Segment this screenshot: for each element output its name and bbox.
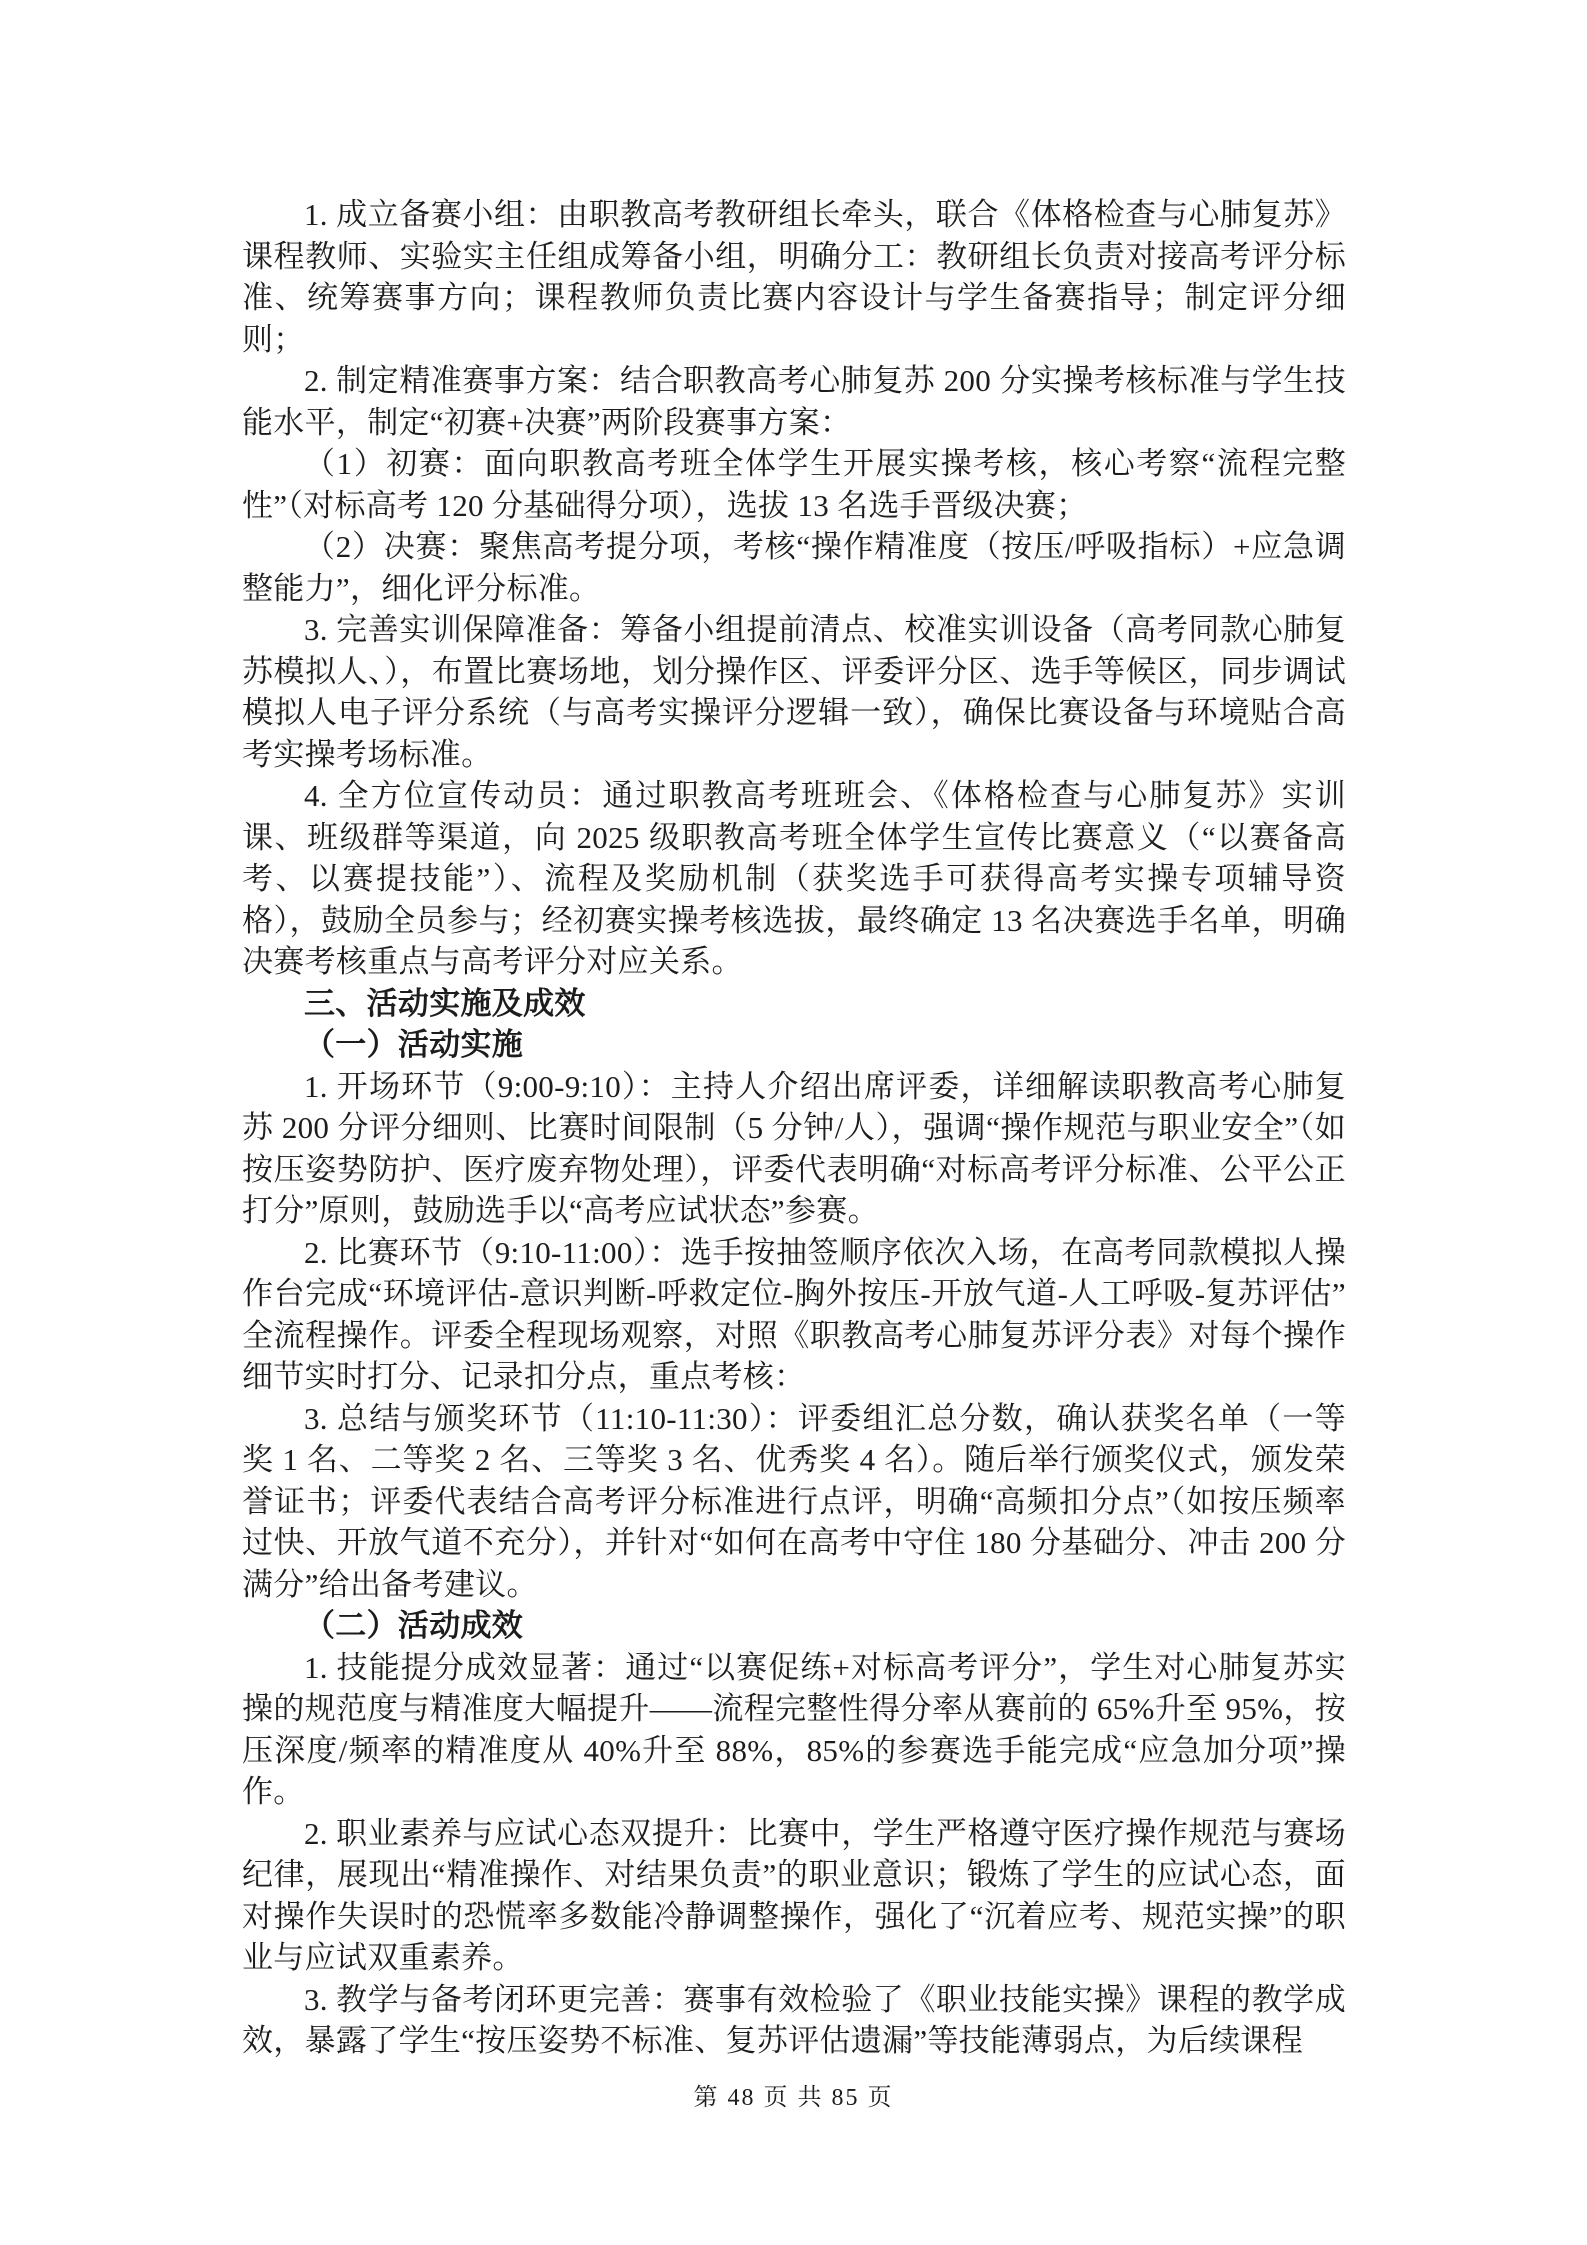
subheading-implementation: （一）活动实施 [304, 1027, 524, 1062]
para-skill-improvement: 1. 技能提分成效显著：通过“以赛促练+对标高考评分”，学生对心肺复苏实操的规范度与精准度大幅提升——流程完整性得分率从赛前的 65%升至 95%，按压深度/频率的精准度从 40%升至 88%，85%的参赛选手能完成“应急加分项”操作。 [242, 1649, 1346, 1809]
para-competition-plan: 2. 制定精准赛事方案：结合职教高考心肺复苏 200 分实操考核标准与学生技能水平，制定“初赛+决赛”两阶段赛事方案： [242, 363, 1346, 440]
para-training-preparation: 3. 完善实训保障准备：筹备小组提前清点、校准实训设备（高考同款心肺复苏模拟人、），布置比赛场地，划分操作区、评委评分区、选手等候区，同步调试模拟人电子评分系统（与高考实操评分逻辑一致），确保比赛设备与环境贴合高考实操考场标准。 [242, 612, 1346, 772]
para-promotion: 4. 全方位宣传动员：通过职教高考班班会、《体格检查与心肺复苏》实训课、班级群等渠道，向 2025 级职教高考班全体学生宣传比赛意义（“以赛备高考、以赛提技能”）、流程及奖励机制（获奖选手可获得高考实操专项辅导资格），鼓励全员参与；经初赛实操考核选拔，最终确定 13 名决赛选手名单，明确决赛考核重点与高考评分对应关系。 [242, 778, 1346, 979]
heading-implementation-and-results: 三、活动实施及成效 [304, 985, 586, 1021]
document-body [242, 194, 1346, 2062]
subheading-results: （二）活动成效 [304, 1608, 524, 1643]
para-professionalism: 2. 职业素养与应试心态双提升：比赛中，学生严格遵守医疗操作规范与赛场纪律，展现出“精准操作、对结果负责”的职业意识；锻炼了学生的应试心态，面对操作失误时的恐慌率多数能冷静调整操作，强化了“沉着应考、规范实操”的职业与应试双重素养。 [242, 1815, 1346, 1975]
page-footer: 第 48 页 共 85 页 [693, 2085, 894, 2111]
para-opening-session: 1. 开场环节（9:00-9:10）：主持人介绍出席评委，详细解读职教高考心肺复苏 200 分评分细则、比赛时间限制（5 分钟/人），强调“操作规范与职业安全”（如按压姿势防护、医疗废弃物处理），评委代表明确“对标高考评分标准、公平公正打分”原则，鼓励选手以“高考应试状态”参赛。 [242, 1068, 1346, 1228]
para-preliminary-round: （1）初赛：面向职教高考班全体学生开展实操考核，核心考察“流程完整性”（对标高考 120 分基础得分项），选拔 13 名选手晋级决赛； [242, 446, 1346, 523]
para-teaching-feedback: 3. 教学与备考闭环更完善：赛事有效检验了《职业技能实操》课程的教学成效，暴露了学生“按压姿势不标准、复苏评估遗漏”等技能薄弱点，为后续课程 [242, 1981, 1346, 2058]
para-competition-session: 2. 比赛环节（9:10-11:00）：选手按抽签顺序依次入场，在高考同款模拟人操作台完成“环境评估-意识判断-呼救定位-胸外按压-开放气道-人工呼吸-复苏评估”全流程操作。评委全程现场观察，对照《职教高考心肺复苏评分表》对每个操作细节实时打分、记录扣分点，重点考核： [242, 1234, 1346, 1394]
para-final-round: （2）决赛：聚焦高考提分项，考核“操作精准度（按压/呼吸指标）+应急调整能力”，细化评分标准。 [242, 529, 1346, 606]
para-prep-team: 1. 成立备赛小组：由职教高考教研组长牵头，联合《体格检查与心肺复苏》课程教师、实验实主任组成筹备小组，明确分工：教研组长负责对接高考评分标准、统筹赛事方向；课程教师负责比赛内容设计与学生备赛指导；制定评分细则； [242, 197, 1346, 357]
para-awards-session: 3. 总结与颁奖环节（11:10-11:30）：评委组汇总分数，确认获奖名单（一等奖 1 名、二等奖 2 名、三等奖 3 名、优秀奖 4 名）。随后举行颁奖仪式，颁发荣誉证书；评委代表结合高考评分标准进行点评，明确“高频扣分点”（如按压频率过快、开放气道不充分），并针对“如何在高考中守住 180 分基础分、冲击 200 分满分”给出备考建议。 [242, 1400, 1346, 1602]
